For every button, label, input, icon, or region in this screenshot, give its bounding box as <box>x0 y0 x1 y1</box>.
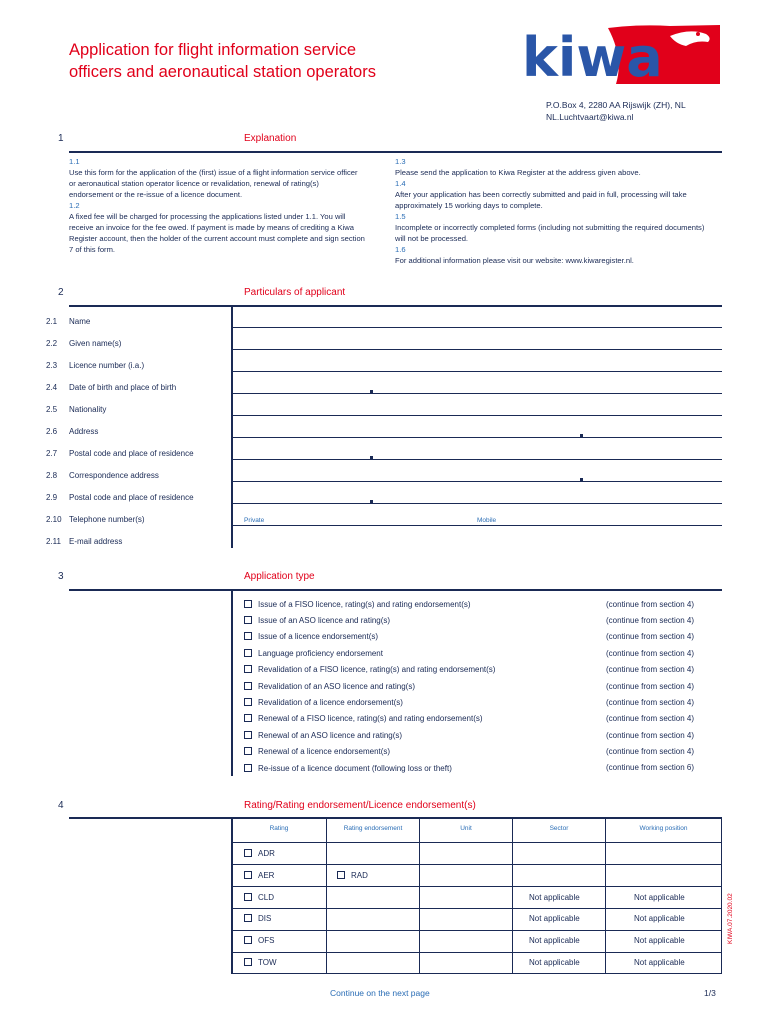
postal-code-field[interactable] <box>233 459 722 460</box>
checkbox[interactable] <box>244 849 252 857</box>
rating-label: TOW <box>258 958 277 967</box>
checkbox[interactable] <box>244 649 252 657</box>
row-number: 2.11 <box>46 537 61 546</box>
rating-option[interactable] <box>244 849 275 858</box>
option-label: Issue of a licence endorsement(s) <box>258 632 379 641</box>
continue-note: (continue from section 4) <box>606 731 695 740</box>
column-header-working-position: Working position <box>639 825 688 832</box>
checkbox[interactable] <box>244 747 252 755</box>
name-label: Name <box>69 317 91 326</box>
correspondence-field[interactable] <box>233 481 722 482</box>
row-number: 2.6 <box>46 427 58 436</box>
sector-value: Not applicable <box>529 958 580 967</box>
column-header-endorsement: Rating endorsement <box>343 825 403 832</box>
telephone-label: Telephone number(s) <box>69 515 145 524</box>
given-names-label: Given name(s) <box>69 339 122 348</box>
postal-code-label: Postal code and place of residence <box>69 449 194 458</box>
checkbox[interactable] <box>244 764 252 772</box>
row-number: 2.4 <box>46 383 58 392</box>
application-option[interactable] <box>244 649 383 658</box>
row-number: 2.8 <box>46 471 58 480</box>
checkbox[interactable] <box>244 936 252 944</box>
rating-label: ADR <box>258 849 275 858</box>
endorsement-label: RAD <box>351 871 368 880</box>
address-field[interactable] <box>233 437 722 438</box>
table-bottom-rule <box>232 973 722 974</box>
expl-text: For additional information please visit our website: www.kiwaregister.nl. <box>395 256 634 265</box>
birth-field[interactable] <box>233 393 722 394</box>
form-title <box>69 39 376 83</box>
option-label: Language proficiency endorsement <box>258 649 383 658</box>
continue-note: (continue from section 4) <box>606 665 695 674</box>
row-number: 2.5 <box>46 405 58 414</box>
rating-option[interactable] <box>244 893 274 902</box>
row-number: 2.10 <box>46 515 62 524</box>
address-line: P.O.Box 4, 2280 AA Rijswijk (ZH), NL <box>546 100 686 110</box>
rating-option[interactable] <box>244 914 271 923</box>
expl-num: 1.6 <box>395 245 406 254</box>
section-1-rule <box>69 151 722 153</box>
column-header-sector: Sector <box>549 825 569 832</box>
application-option[interactable] <box>244 747 390 756</box>
table-row-rule <box>232 886 722 887</box>
expl-num: 1.2 <box>69 201 80 210</box>
working-position-value: Not applicable <box>634 936 685 945</box>
email-label: E-mail address <box>69 537 123 546</box>
phone-mobile-label: Mobile <box>477 517 497 524</box>
address-block <box>546 100 686 123</box>
application-option[interactable] <box>244 698 403 707</box>
continue-note: (continue from section 4) <box>606 747 695 756</box>
row-number: 2.9 <box>46 493 58 502</box>
application-option[interactable] <box>244 600 471 609</box>
expl-text: Incomplete or incorrectly completed forms (including not submitting the required documents) will not be processed. <box>395 223 705 243</box>
postal-code-label: Postal code and place of residence <box>69 493 194 502</box>
section-4-rule <box>69 817 722 819</box>
continue-note: (continue from section 6) <box>606 763 695 772</box>
table-row-rule <box>232 864 722 865</box>
continue-note: (continue from section 4) <box>606 714 695 723</box>
checkbox[interactable] <box>244 682 252 690</box>
licence-number-label: Licence number (i.a.) <box>69 361 145 370</box>
endorsement-option[interactable] <box>337 871 368 880</box>
expl-num: 1.3 <box>395 157 406 166</box>
continue-note: (continue from section 4) <box>606 600 695 609</box>
title-line-1: Application for flight information service <box>69 41 357 59</box>
page-number: 1/3 <box>704 988 716 998</box>
telephone-field[interactable] <box>233 525 722 526</box>
application-option[interactable] <box>244 764 452 773</box>
table-row-rule <box>232 952 722 953</box>
rating-label: AER <box>258 871 275 880</box>
section-2-number: 2 <box>58 287 64 298</box>
email-line: NL.Luchtvaart@kiwa.nl <box>546 111 634 122</box>
option-label: Revalidation of a FISO licence, rating(s) and rating endorsement(s) <box>258 665 496 674</box>
section-4-title: Rating/Rating endorsement/Licence endorsement(s) <box>244 800 476 811</box>
checkbox[interactable] <box>337 871 345 879</box>
expl-text: A fixed fee will be charged for processing the applications listed under 1.1. You will receive an invoice for the fee owed. If payment is made by means of crediting a Kiwa Register account, then the holder of the current account must complete and sign section 7 of this form. <box>69 212 365 254</box>
application-option[interactable] <box>244 714 483 723</box>
working-position-value: Not applicable <box>634 914 685 923</box>
table-header-rule <box>232 842 722 843</box>
working-position-value: Not applicable <box>634 958 685 967</box>
checkbox[interactable] <box>244 958 252 966</box>
application-option[interactable] <box>244 616 390 625</box>
row-number: 2.2 <box>46 339 58 348</box>
logo-text: kiwa <box>522 26 663 86</box>
continue-note: (continue from section 4) <box>606 616 695 625</box>
checkbox[interactable] <box>244 632 252 640</box>
section-3-number: 3 <box>58 571 64 582</box>
title-line-2: officers and aeronautical station operators <box>69 63 376 81</box>
explanation-right <box>395 156 705 266</box>
continue-note: (continue from section 4) <box>606 632 695 641</box>
rating-label: DIS <box>258 914 272 923</box>
section-2-title: Particulars of applicant <box>244 287 346 298</box>
field-divider-tick <box>370 390 373 393</box>
name-field[interactable] <box>233 327 722 328</box>
row-number: 2.7 <box>46 449 58 458</box>
rating-option[interactable] <box>244 936 274 945</box>
checkbox[interactable] <box>244 893 252 901</box>
licence-number-field[interactable] <box>233 371 722 372</box>
column-header-rating: Rating <box>269 825 289 832</box>
section-2-rule <box>69 305 722 307</box>
rating-label: CLD <box>258 893 275 902</box>
option-label: Issue of a FISO licence, rating(s) and rating endorsement(s) <box>258 600 471 609</box>
given-names-field[interactable] <box>233 349 722 350</box>
checkbox[interactable] <box>244 714 252 722</box>
option-label: Issue of an ASO licence and rating(s) <box>258 616 391 625</box>
postal-code-field[interactable] <box>233 503 722 504</box>
checkbox[interactable] <box>244 616 252 624</box>
option-label: Renewal of a licence endorsement(s) <box>258 747 391 756</box>
application-option[interactable] <box>244 682 415 691</box>
sector-value: Not applicable <box>529 936 580 945</box>
column-header-unit: Unit <box>460 825 472 832</box>
option-label: Revalidation of a licence endorsement(s) <box>258 698 403 707</box>
correspondence-label: Correspondence address <box>69 471 159 480</box>
working-position-value: Not applicable <box>634 893 685 902</box>
checkbox[interactable] <box>244 871 252 879</box>
section-2-divider <box>231 306 233 548</box>
sector-value: Not applicable <box>529 893 580 902</box>
field-divider-tick <box>580 478 583 481</box>
continue-note-footer: Continue on the next page <box>330 988 430 998</box>
application-option[interactable] <box>244 731 402 740</box>
rating-option[interactable] <box>244 958 277 967</box>
continue-note: (continue from section 4) <box>606 649 695 658</box>
field-divider-tick <box>370 456 373 459</box>
option-label: Renewal of a FISO licence, rating(s) and rating endorsement(s) <box>258 714 483 723</box>
phone-private-label: Private <box>244 517 265 524</box>
explanation-left <box>69 156 365 255</box>
checkbox[interactable] <box>244 698 252 706</box>
expl-text: After your application has been correctly submitted and paid in full, processing will take approximately 15 working days to complete. <box>395 190 687 210</box>
option-label: Renewal of an ASO licence and rating(s) <box>258 731 403 740</box>
expl-text: Use this form for the application of the (first) issue of a flight information service officer or aeronautical station operator licence or revalidation, renewal of rating(s) endorsement or the re-issue of a licence document. <box>69 168 358 199</box>
expl-num: 1.1 <box>69 157 80 166</box>
continue-note: (continue from section 4) <box>606 698 695 707</box>
checkbox[interactable] <box>244 731 252 739</box>
nationality-field[interactable] <box>233 415 722 416</box>
continue-note: (continue from section 4) <box>606 682 695 691</box>
option-label: Revalidation of an ASO licence and rating(s) <box>258 682 415 691</box>
application-option[interactable] <box>244 665 495 674</box>
rating-label: OFS <box>258 936 275 945</box>
row-number: 2.1 <box>46 317 58 326</box>
table-row-rule <box>232 930 722 931</box>
checkbox[interactable] <box>244 665 252 673</box>
section-3-divider <box>231 590 233 776</box>
section-4-number: 4 <box>58 800 64 811</box>
field-divider-tick <box>580 434 583 437</box>
birth-label: Date of birth and place of birth <box>69 383 177 392</box>
rating-option[interactable] <box>244 871 274 880</box>
expl-text: Please send the application to Kiwa Register at the address given above. <box>395 168 641 177</box>
section-3-title: Application type <box>244 571 315 582</box>
section-3-rule <box>69 589 722 591</box>
checkbox[interactable] <box>244 914 252 922</box>
checkbox[interactable] <box>244 600 252 608</box>
section-1-title: Explanation <box>244 133 297 144</box>
address-label: Address <box>69 427 99 436</box>
expl-num: 1.5 <box>395 212 406 221</box>
field-divider-tick <box>370 500 373 503</box>
nationality-label: Nationality <box>69 405 107 414</box>
kiwa-logo <box>520 22 722 86</box>
option-label: Re-issue of a licence document (following loss or theft) <box>258 764 452 773</box>
expl-num: 1.4 <box>395 179 406 188</box>
application-option[interactable] <box>244 632 378 641</box>
row-number: 2.3 <box>46 361 58 370</box>
sector-value: Not applicable <box>529 914 580 923</box>
document-code: KIWA.07.2020.02 <box>727 893 734 944</box>
section-1-number: 1 <box>58 133 64 144</box>
table-row-rule <box>232 908 722 909</box>
